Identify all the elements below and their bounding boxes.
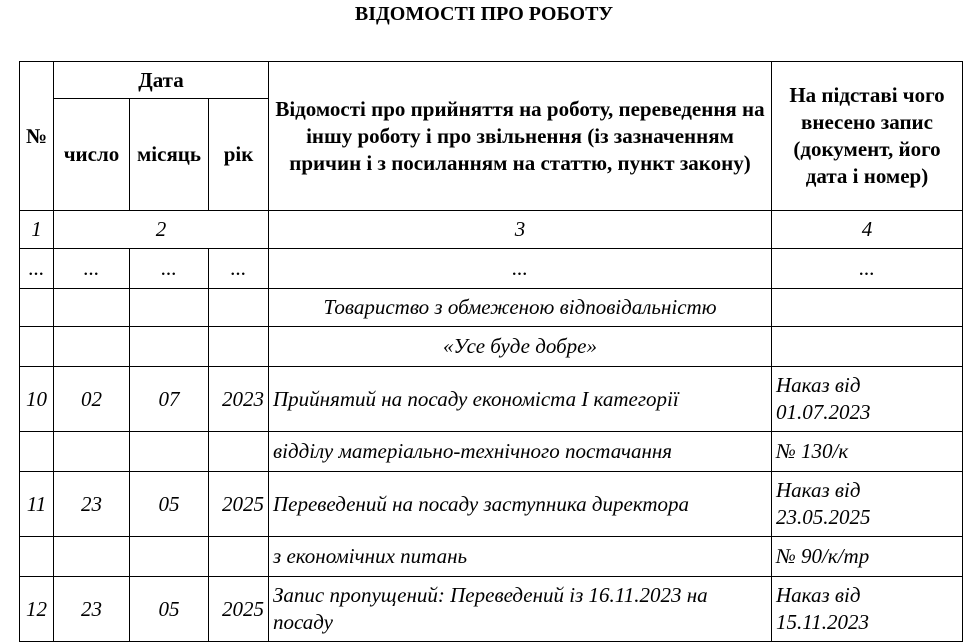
empty-cell: [772, 327, 963, 367]
empty-cell: [54, 432, 130, 472]
table-row: [20, 577, 963, 642]
table-row: [20, 367, 963, 432]
empty-cell: [54, 327, 130, 367]
empty-cell: [772, 289, 963, 327]
header-year: рік: [209, 99, 269, 211]
record-year: 2023: [209, 367, 269, 432]
record-basis: Наказ від 23.05.2025: [772, 472, 963, 537]
empty-cell: [130, 537, 209, 577]
column-number-2: 2: [54, 211, 269, 249]
record-info: Запис пропущений: Переведений із 16.11.2023 на посаду: [269, 577, 772, 642]
table-row: [20, 432, 963, 472]
header-month: місяць: [130, 99, 209, 211]
ellipsis-cell: ...: [54, 249, 130, 289]
ellipsis-cell: ...: [209, 249, 269, 289]
ellipsis-cell: ...: [772, 249, 963, 289]
record-day: 23: [54, 472, 130, 537]
record-number: 11: [20, 472, 54, 537]
record-number: 12: [20, 577, 54, 642]
column-number-4: 4: [772, 211, 963, 249]
record-day: 02: [54, 367, 130, 432]
empty-cell: [130, 289, 209, 327]
record-month: 05: [130, 577, 209, 642]
record-basis: Наказ від 15.11.2023: [772, 577, 963, 642]
record-basis: Наказ від 01.07.2023: [772, 367, 963, 432]
record-month: 05: [130, 472, 209, 537]
header-basis: На підставі чого внесено запис (документ, його дата і номер): [772, 62, 963, 211]
empty-cell: [209, 537, 269, 577]
empty-cell: [209, 327, 269, 367]
empty-cell: [20, 327, 54, 367]
record-info-continued: з економічних питань: [269, 537, 772, 577]
empty-cell: [209, 289, 269, 327]
empty-cell: [130, 327, 209, 367]
record-month: 07: [130, 367, 209, 432]
table-row: [20, 537, 963, 577]
empty-cell: [54, 289, 130, 327]
record-day: 23: [54, 577, 130, 642]
page-title: ВІДОМОСТІ ПРО РОБОТУ: [354, 3, 614, 25]
record-basis-number: № 90/к/тр: [772, 537, 963, 577]
company-name-line1: Товариство з обмеженою відповідальністю: [269, 289, 772, 327]
header-date: Дата: [54, 62, 269, 99]
record-year: 2025: [209, 472, 269, 537]
record-number: 10: [20, 367, 54, 432]
column-number-1: 1: [20, 211, 54, 249]
header-number: №: [20, 62, 54, 211]
empty-cell: [20, 289, 54, 327]
empty-cell: [130, 432, 209, 472]
record-year: 2025: [209, 577, 269, 642]
empty-cell: [209, 432, 269, 472]
header-info: Відомості про прийняття на роботу, переведення на іншу роботу і про звільнення (із зазначенням причин і з посиланням на статтю, пункт закону): [269, 62, 772, 211]
record-info-continued: відділу матеріально-технічного постачання: [269, 432, 772, 472]
table-row: [20, 472, 963, 537]
ellipsis-cell: ...: [20, 249, 54, 289]
ellipsis-cell: ...: [269, 249, 772, 289]
record-basis-number: № 130/к: [772, 432, 963, 472]
column-number-3: 3: [269, 211, 772, 249]
record-info: Переведений на посаду заступника директора: [269, 472, 772, 537]
empty-cell: [54, 537, 130, 577]
record-info: Прийнятий на посаду економіста І категорії: [269, 367, 772, 432]
work-record-table: [19, 61, 963, 642]
empty-cell: [20, 432, 54, 472]
header-day: число: [54, 99, 130, 211]
ellipsis-cell: ...: [130, 249, 209, 289]
empty-cell: [20, 537, 54, 577]
company-name-line2: «Усе буде добре»: [269, 327, 772, 367]
